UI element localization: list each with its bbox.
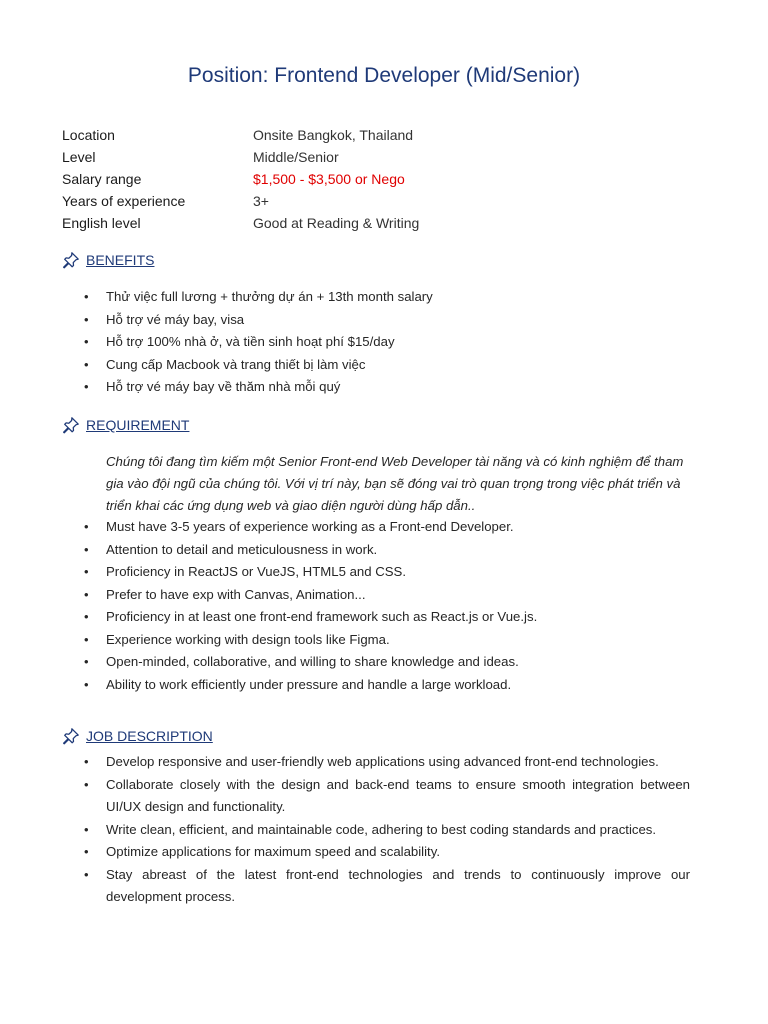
pushpin-icon: [62, 416, 80, 434]
info-value: Onsite Bangkok, Thailand: [253, 127, 414, 143]
info-row-location: [62, 124, 419, 146]
info-label: English level: [62, 215, 141, 231]
job-description-heading: [62, 727, 213, 745]
list-item: • Write clean, efficient, and maintainable code, adhering to best coding standards and practices.: [84, 819, 690, 842]
list-item: • Experience working with design tools like Figma.: [84, 629, 690, 652]
pushpin-icon: [62, 727, 80, 745]
info-label: Level: [62, 149, 96, 165]
info-table: [62, 124, 419, 234]
list-item: • Stay abreast of the latest front-end technologies and trends to continuously improve our development process.: [84, 864, 690, 909]
page-title: Position: Frontend Developer (Mid/Senior): [187, 64, 581, 87]
list-item: • Ability to work efficiently under pressure and handle a large workload.: [84, 674, 690, 697]
requirement-list: [84, 516, 690, 696]
list-item: • Proficiency in at least one front-end framework such as React.js or Vue.js.: [84, 606, 690, 629]
list-item: • Hỗ trợ 100% nhà ở, và tiền sinh hoạt phí $15/day: [84, 331, 690, 354]
job-description-list: [84, 751, 690, 909]
list-item: • Collaborate closely with the design and back-end teams to ensure smooth integration between UI/UX design and functionality.: [84, 774, 690, 819]
info-row-english: [62, 212, 419, 234]
info-label: Location: [62, 127, 115, 143]
list-item: • Optimize applications for maximum speed and scalability.: [84, 841, 690, 864]
salary-value: $1,500 - $3,500 or Nego: [253, 171, 405, 187]
list-item: • Attention to detail and meticulousness in work.: [84, 539, 690, 562]
info-row-experience: [62, 190, 419, 212]
info-value: Middle/Senior: [253, 149, 339, 165]
list-item: • Proficiency in ReactJS or VueJS, HTML5 and CSS.: [84, 561, 690, 584]
section-title: REQUIREMENT: [86, 417, 190, 433]
section-title: JOB DESCRIPTION: [86, 728, 213, 744]
info-row-level: [62, 146, 419, 168]
list-item: • Thử việc full lương + thưởng dự án + 13th month salary: [84, 286, 690, 309]
info-label: Years of experience: [62, 193, 186, 209]
list-item: • Open-minded, collaborative, and willing to share knowledge and ideas.: [84, 651, 690, 674]
list-item: • Must have 3-5 years of experience working as a Front-end Developer.: [84, 516, 690, 539]
list-item: • Develop responsive and user-friendly web applications using advanced front-end technologies.: [84, 751, 690, 774]
list-item: • Hỗ trợ vé máy bay, visa: [84, 309, 690, 332]
list-item: • Hỗ trợ vé máy bay về thăm nhà mỗi quý: [84, 376, 690, 399]
benefits-heading: [62, 251, 154, 269]
info-label: Salary range: [62, 171, 142, 187]
list-item: • Cung cấp Macbook và trang thiết bị làm việc: [84, 354, 690, 377]
info-row-salary: [62, 168, 419, 190]
info-value: 3+: [253, 193, 269, 209]
list-item: • Prefer to have exp with Canvas, Animation...: [84, 584, 690, 607]
requirement-intro: Chúng tôi đang tìm kiếm một Senior Front-end Web Developer tài năng và có kinh nghiệm để tham gia vào đội ngũ của chúng tôi. Với vị trí này, bạn sẽ đóng vai trò quan trọng trong việc phát triển và triển khai các ứng dụng web và giao diện người dùng hấp dẫn..: [106, 454, 684, 513]
section-title: BENEFITS: [86, 252, 155, 268]
requirement-heading: [62, 416, 189, 434]
benefits-list: [84, 286, 690, 399]
info-value: Good at Reading & Writing: [253, 215, 420, 231]
pushpin-icon: [62, 251, 80, 269]
